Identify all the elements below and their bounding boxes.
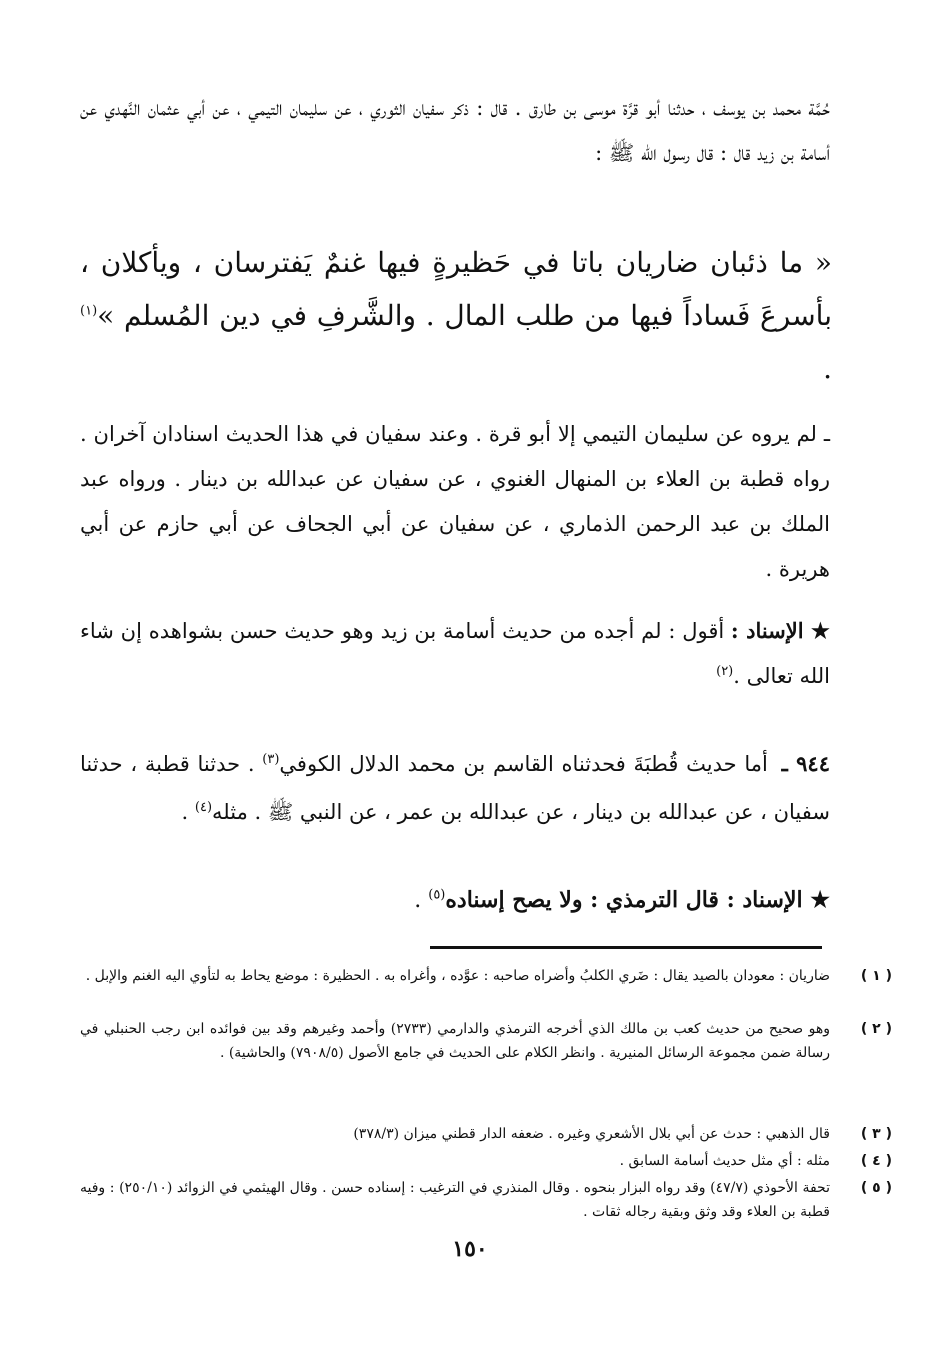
isnad-paragraph-1: [80, 608, 830, 699]
hadith-944-text-c: .: [181, 800, 195, 824]
footnote-number-3: ( ٣ ): [860, 1126, 892, 1142]
commentary-paragraph: ـ لم يروه عن سليمان التيمي إلا أبو قرة . وعند سفيان في هذا الحديث اسنادان آخران . رواه قطبة بن العلاء بن المنهال الغنوي ، عن سفيان عن عبدالله بن دينار . ورواه عبد الملك بن عبد الرحمن الذماري ، عن سفيان عن أبي الجحاف عن أبي حازم عن أبي هريرة .: [80, 422, 830, 581]
footnote-text-1: ضاريان : معودان بالصيد يقال : ضَري الكلبُ وأضراه صاحبه : عوَّده ، وأغراه به . الحظيرة : موضع يحاط به لتأوي اليه الغنم والإبل .: [85, 968, 830, 984]
hadith-body: « ما ذئبان ضاريان باتا في حَظيرةٍ فيها غنمٌ يَفترسان ، ويأكلان ، بأسرعَ فَساداً فيها من طلب المال . والشَّرفِ في دين المُسلم »: [80, 246, 832, 332]
hadith-944-paragraph: [80, 740, 830, 836]
footnote-5: [80, 1176, 892, 1224]
isnad-label-2: ★ الإسناد :: [726, 887, 830, 913]
footnote-1: [80, 964, 892, 988]
isnad-text-1: أقول : لم أجده من حديث أسامة بن زيد وهو حديث حسن بشواهده إن شاء الله تعالى .: [80, 619, 830, 688]
footnote-ref-4[interactable]: (٤): [194, 800, 213, 815]
footnote-ref-3[interactable]: (٣): [262, 752, 280, 767]
footnote-number-2: ( ٢ ): [860, 1021, 892, 1037]
footnote-text-5: تحفة الأحوذي (٤٧/٧) وقد رواه البزار بنحوه . وقال المنذري في الترغيب : إسناده حسن . وقال الهيثمي في الزوائد (٢٥٠/١٠) : وفيه قطبة بن العلاء وقد وثق وبقية رجاله ثقات .: [80, 1180, 830, 1220]
footnote-ref-5[interactable]: (٥): [428, 887, 446, 903]
footnote-divider: [430, 946, 822, 949]
hadith-944-text-a: أما حديث قُطبَةَ فحدثناه القاسم بن محمد الدلال الكوفي: [279, 752, 776, 776]
hadith-text: [80, 236, 832, 395]
footnote-number-1: ( ١ ): [860, 968, 892, 984]
isnad-paragraph-2: [80, 878, 830, 923]
footnote-text-4: مثله : أي مثل حديث أسامة السابق .: [619, 1153, 830, 1169]
isnad-label-1: ★ الإسناد :: [730, 618, 830, 643]
footnote-text-2: وهو صحيح من حديث كعب بن مالك الذي أخرجه الترمذي والدارمي (٢٧٣٣) وأحمد وغيرهم وقد بين فوائده ابن رجب الحنبلي في رسالة ضمن مجموعة الرسائل المنيرية . وانظر الكلام على الحديث في جامع الأصول (٧٩٠٨/٥) والحاشية) .: [80, 1021, 830, 1061]
footnote-number-4: ( ٤ ): [860, 1153, 892, 1169]
footnote-4: [80, 1149, 892, 1173]
footnote-ref-2[interactable]: (٢): [716, 664, 734, 679]
hadith-end: .: [823, 352, 832, 385]
isnad-text-2: قال الترمذي : ولا يصح إسناده: [445, 887, 727, 913]
page-number: ١٥٠: [452, 1236, 488, 1262]
footnote-3: [80, 1122, 892, 1146]
hadith-944-text-b: . حدثنا قطبة ، حدثنا سفيان ، عن عبدالله بن دينار ، عن عبدالله بن عمر ، عن النبي ﷺ . مثله: [80, 752, 830, 824]
isnad-end-2: .: [414, 888, 429, 913]
hadith-number: ٩٤٤ ـ: [781, 751, 830, 776]
footnote-text-3: قال الذهبي : حدث عن أبي بلال الأشعري وغيره . ضعفه الدار قطني ميزان (٣٧٨/٣): [353, 1126, 830, 1142]
footnote-number-5: ( ٥ ): [860, 1180, 892, 1196]
footnote-ref-1[interactable]: (١): [80, 303, 98, 319]
footnote-2: [80, 1017, 892, 1065]
chain-paragraph: حُمَّة محمد بن يوسف ، حدثنا أبو قرَّة موسى بن طارق . قال : ذكر سفيان الثوري ، عن سليمان التيمي ، عن أبي عثمان النَّهدي عن أسامة بن زيد قال : قال رسول الله ﷺ :: [80, 96, 830, 165]
